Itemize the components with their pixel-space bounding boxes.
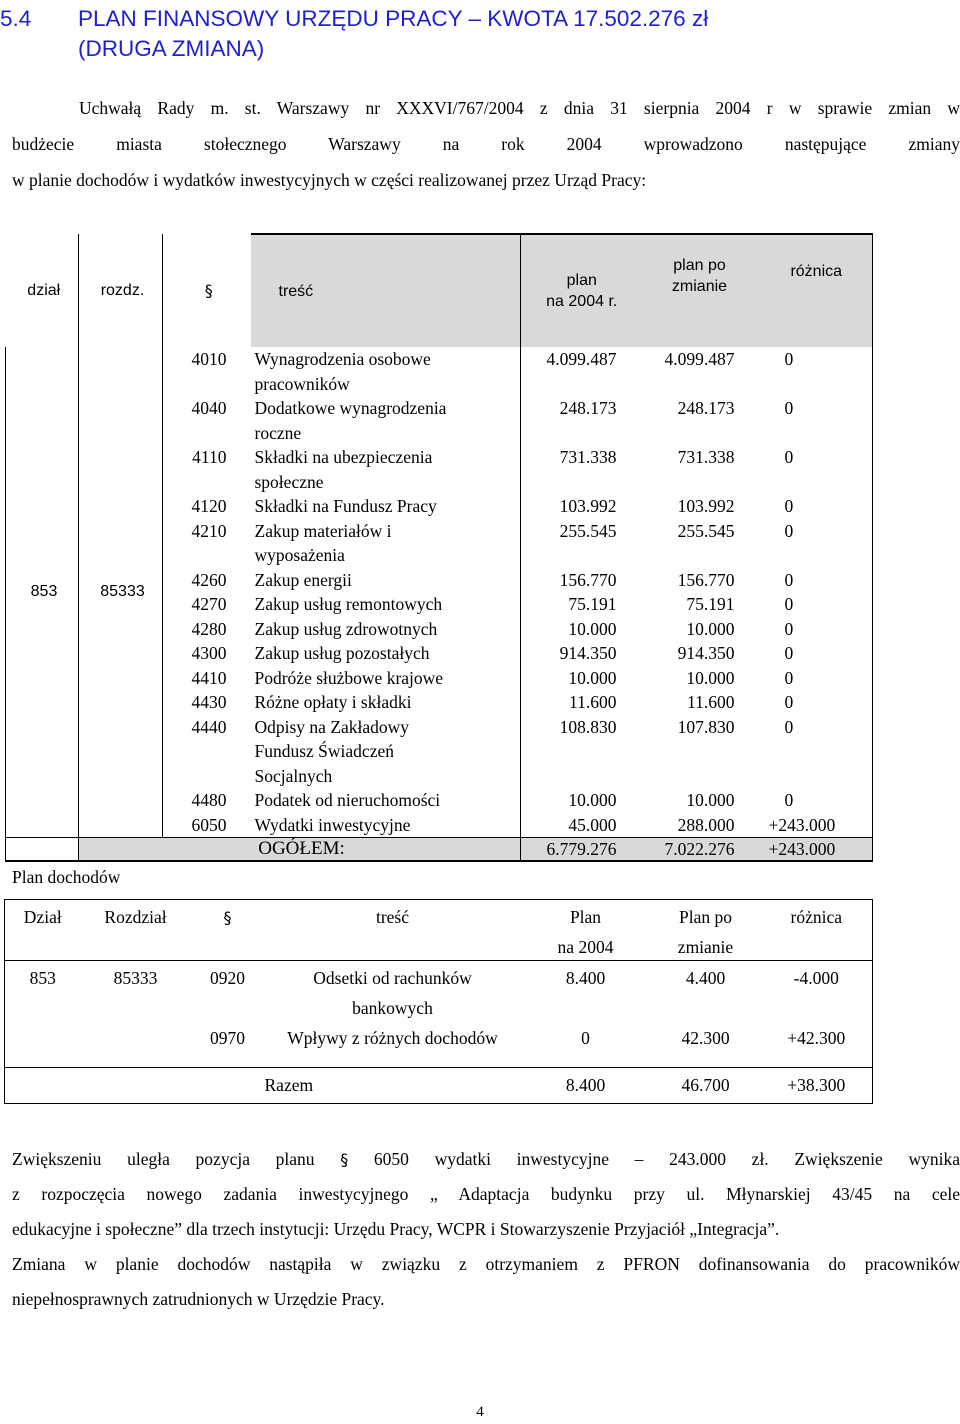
desc-line: Socjalnych — [254, 765, 333, 786]
intro-line-1: Uchwałą Rady m. st. Warszawy nr XXXVI/767/2004 z dnia 31 sierpnia 2004 r w sprawie zmian w — [79, 98, 960, 118]
diff-cell: 0 — [757, 519, 873, 568]
code-cell: 6050 — [163, 813, 251, 838]
desc-cell — [251, 445, 521, 494]
after-cell: 731.338 — [677, 447, 735, 467]
page-number: 4 — [476, 1404, 484, 1420]
desc-line: Odpisy na Zakładowy — [254, 716, 410, 737]
diff-cell: 0 — [757, 715, 873, 789]
total-after: 7.022.276 — [639, 838, 757, 862]
header-plan-line2: na 2004 r. — [546, 293, 618, 310]
paragraph-icon: § — [340, 1150, 349, 1169]
after-cell: 255.545 — [677, 520, 735, 541]
desc-cell — [251, 494, 521, 519]
diff-cell: 0 — [757, 666, 873, 691]
desc-cell — [251, 396, 521, 445]
after-cell: 156.770 — [677, 569, 735, 590]
inc-desc — [265, 961, 521, 1022]
diff-cell: +243.000 — [757, 813, 873, 838]
header-paragraph — [163, 234, 251, 347]
after-cell: 10.000 — [686, 618, 735, 639]
desc-line: Dodatkowe wynagrodzenia — [254, 398, 447, 418]
inc-header-plan — [521, 900, 651, 961]
total-label: OGÓŁEM: — [79, 838, 521, 862]
inc2-plan: 0 — [581, 1028, 590, 1048]
summary-line-3: edukacyjne i społeczne” dla trzech instytucji: Urzędu Pracy, WCPR i Stowarzyszenie Przyjaciół „Integracja”. — [12, 1219, 780, 1239]
desc-line: Składki na ubezpieczenia — [254, 447, 433, 467]
header-planpo-line2: zmianie — [671, 278, 728, 295]
code-cell: 4210 — [163, 519, 251, 568]
desc-line: społeczne — [254, 471, 324, 492]
expenses-table — [5, 233, 873, 862]
code-cell: 4280 — [163, 617, 251, 642]
desc-cell — [251, 788, 521, 813]
code-cell: 4480 — [163, 788, 251, 813]
after-cell: 248.173 — [677, 398, 735, 418]
plan-cell: 255.545 — [521, 519, 639, 568]
inc-header-tresc: treść — [375, 907, 410, 927]
code-cell: 4040 — [163, 396, 251, 445]
desc-line: Zakup usług pozostałych — [254, 643, 430, 663]
code-cell: 4410 — [163, 666, 251, 691]
plan-cell: 75.191 — [521, 592, 639, 617]
desc-line: Zakup energii — [254, 569, 352, 590]
inc-total-diff: +38.300 — [761, 1068, 873, 1104]
inc-header-planpo-line2: zmianie — [677, 937, 734, 957]
inc-header-planpo — [651, 900, 761, 961]
inc-rozdzial: 85333 — [113, 968, 158, 988]
summary-paragraph — [12, 1142, 960, 1317]
desc-cell — [251, 592, 521, 617]
code-cell: 4010 — [163, 347, 251, 396]
desc-line: wyposażenia — [254, 545, 345, 565]
plan-cell: 10.000 — [521, 666, 639, 691]
diff-cell: 0 — [757, 568, 873, 593]
paragraph-icon: § — [204, 280, 213, 300]
inc-after: 4.400 — [685, 968, 726, 988]
section-number: 5.4 — [0, 6, 32, 31]
inc-total-label: Razem — [265, 1068, 521, 1104]
desc-line: roczne — [254, 422, 302, 443]
code-cell: 4270 — [163, 592, 251, 617]
desc-cell — [251, 813, 521, 838]
total-plan: 6.779.276 — [521, 838, 639, 862]
inc-header-rozdzial: Rozdział — [104, 907, 167, 927]
code-cell: 4120 — [163, 494, 251, 519]
plan-cell: 108.830 — [521, 715, 639, 789]
plan-cell: 248.173 — [521, 396, 639, 445]
header-roznica: różnica — [757, 234, 873, 347]
plan-cell: 914.350 — [521, 641, 639, 666]
plan-cell: 45.000 — [521, 813, 639, 838]
dzial-cell: 853 — [6, 347, 79, 838]
code-cell: 4260 — [163, 568, 251, 593]
code-cell: 4440 — [163, 715, 251, 789]
summary-line-1a: Zwiększeniu uległa pozycja planu — [12, 1149, 315, 1169]
after-cell: 288.000 — [677, 814, 735, 835]
plan-cell: 4.099.487 — [521, 347, 639, 396]
inc-header-planpo-line1: Plan po — [679, 907, 732, 927]
intro-line-2: budżecie miasta stołecznego Warszawy na rok 2004 wprowadzono następujące zmiany — [12, 134, 960, 154]
code-cell: 4430 — [163, 690, 251, 715]
desc-line: Zakup materiałów i — [254, 520, 392, 541]
inc-desc-line1: Odsetki od rachunków — [313, 968, 472, 988]
desc-line: Zakup usług zdrowotnych — [254, 618, 438, 639]
diff-cell: 0 — [757, 396, 873, 445]
section-title-line1: PLAN FINANSOWY URZĘDU PRACY – KWOTA 17.502.276 zł — [78, 6, 709, 31]
summary-line-4: Zmiana w planie dochodów nastąpiła w związku z otrzymaniem z PFRON dofinansowania do pracowników — [12, 1254, 960, 1274]
plan-cell: 10.000 — [521, 788, 639, 813]
after-cell: 103.992 — [677, 496, 735, 516]
diff-cell: 0 — [757, 494, 873, 519]
header-plan-line1: plan — [566, 272, 597, 289]
plan-cell: 10.000 — [521, 617, 639, 642]
inc2-diff: +42.300 — [787, 1028, 846, 1048]
desc-line: pracowników — [254, 373, 350, 394]
section-heading — [0, 4, 708, 64]
plan-cell: 731.338 — [521, 445, 639, 494]
intro-line-3: w planie dochodów i wydatków inwestycyjnych w części realizowanej przez Urząd Pracy: — [12, 170, 647, 190]
desc-line: Różne opłaty i składki — [254, 692, 412, 712]
summary-line-1b: 6050 wydatki inwestycyjne – 243.000 zł. Zwiększenie wynika — [373, 1149, 960, 1169]
desc-cell — [251, 617, 521, 642]
inc2-desc: Wpływy z różnych dochodów — [287, 1028, 498, 1048]
after-cell: 75.191 — [686, 594, 735, 614]
code-cell: 4300 — [163, 641, 251, 666]
after-cell: 10.000 — [686, 790, 735, 810]
desc-cell — [251, 666, 521, 691]
inc-header-paragraph — [191, 900, 265, 961]
code-cell: 4110 — [163, 445, 251, 494]
desc-cell — [251, 347, 521, 396]
header-planpo-line1: plan po — [673, 257, 726, 274]
header-tresc: treść — [251, 234, 521, 347]
inc2-code: 0970 — [210, 1028, 245, 1048]
desc-cell — [251, 519, 521, 568]
inc-diff: -4.000 — [793, 968, 839, 988]
plan-cell: 103.992 — [521, 494, 639, 519]
inc-header-roznica: różnica — [790, 907, 842, 927]
header-plan — [521, 234, 639, 347]
desc-line: Podatek od nieruchomości — [254, 790, 441, 810]
inc-code: 0920 — [210, 968, 245, 988]
diff-cell: 0 — [757, 592, 873, 617]
inc-desc-line2: bankowych — [352, 998, 433, 1018]
inc-total-after: 46.700 — [651, 1068, 761, 1104]
summary-line-5: niepełnosprawnych zatrudnionych w Urzędzie Pracy. — [12, 1289, 385, 1309]
desc-cell — [251, 690, 521, 715]
table-row — [6, 347, 873, 396]
paragraph-icon: § — [223, 908, 232, 927]
desc-cell — [251, 641, 521, 666]
plan-cell: 156.770 — [521, 568, 639, 593]
summary-line-1 — [12, 1142, 960, 1177]
diff-cell: 0 — [757, 690, 873, 715]
income-table — [4, 899, 873, 1104]
income-title: Plan dochodów — [12, 867, 121, 887]
header-dzial: dział — [27, 282, 61, 299]
desc-cell — [251, 568, 521, 593]
after-cell: 107.830 — [677, 716, 735, 737]
after-cell: 4.099.487 — [664, 349, 735, 369]
desc-cell — [251, 715, 521, 789]
after-cell: 11.600 — [687, 692, 735, 712]
desc-line: Składki na Fundusz Pracy — [254, 496, 437, 516]
inc-total-plan: 8.400 — [521, 1068, 651, 1104]
after-cell: 10.000 — [686, 667, 735, 688]
intro-paragraph — [12, 90, 960, 198]
total-diff: +243.000 — [757, 838, 873, 862]
plan-cell: 11.600 — [521, 690, 639, 715]
inc-header-plan-line2: na 2004 — [557, 937, 614, 957]
desc-line: Wydatki inwestycyjne — [254, 814, 411, 835]
desc-line: Podróże służbowe krajowe — [254, 667, 444, 688]
diff-cell: 0 — [757, 617, 873, 642]
summary-line-2: z rozpoczęcia nowego zadania inwestycyjnego „ Adaptacja budynku przy ul. Młynarskiej 43/45 na cele — [12, 1184, 960, 1204]
rozdzial-cell: 85333 — [79, 347, 163, 838]
inc2-after: 42.300 — [681, 1028, 730, 1048]
desc-line: Fundusz Świadczeń — [254, 741, 394, 761]
header-rozdz: rozdz. — [79, 234, 163, 347]
inc-header-plan-line1: Plan — [569, 907, 602, 927]
section-title-line2: (DRUGA ZMIANA) — [78, 36, 265, 61]
inc-plan: 8.400 — [565, 968, 606, 988]
header-plan-po — [639, 234, 757, 347]
diff-cell: 0 — [757, 445, 873, 494]
diff-cell: 0 — [757, 641, 873, 666]
inc-dzial: 853 — [29, 968, 56, 988]
desc-line: Zakup usług remontowych — [254, 594, 443, 614]
diff-cell: 0 — [757, 788, 873, 813]
inc-header-dzial: Dział — [23, 907, 62, 927]
after-cell: 914.350 — [677, 643, 735, 663]
desc-line: Wynagrodzenia osobowe — [254, 349, 431, 369]
diff-cell: 0 — [757, 347, 873, 396]
